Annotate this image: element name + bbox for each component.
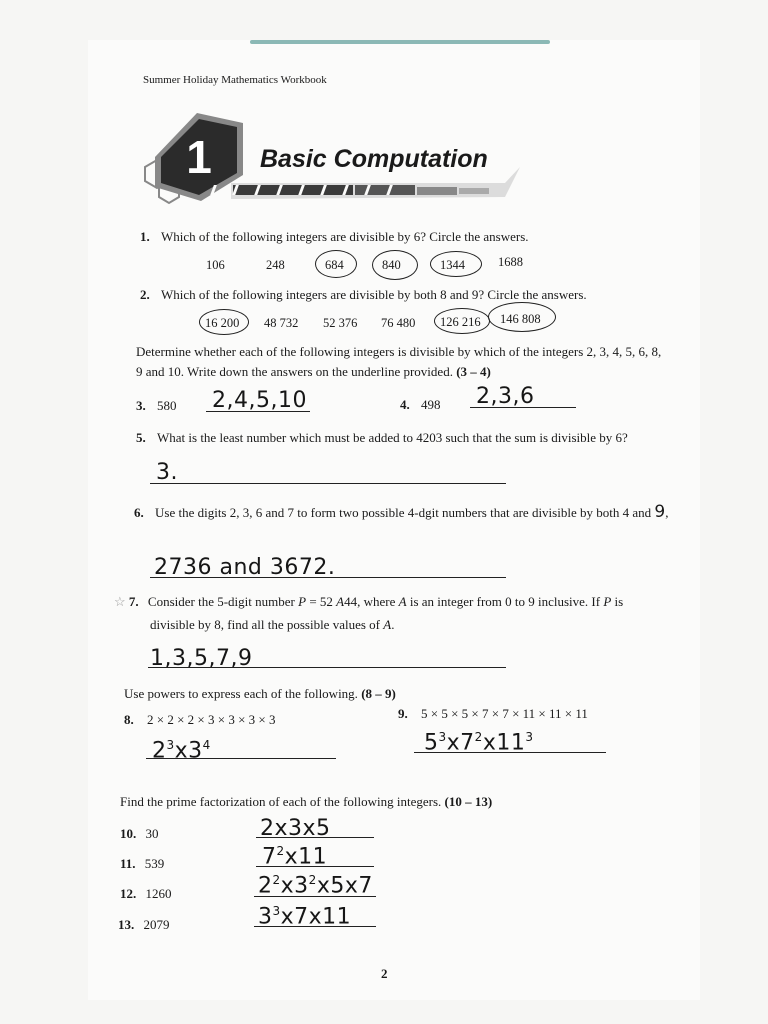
q2-option: 146 808 — [500, 312, 541, 326]
page-number: 2 — [381, 966, 388, 981]
q2-option: 16 200 — [205, 316, 240, 330]
question-3: 3. 580 — [136, 398, 177, 413]
q2-option: 76 480 — [381, 316, 416, 330]
answer-3: 2,4,5,10 — [212, 388, 307, 413]
q1-option: 684 — [325, 258, 344, 272]
q2-option: 52 376 — [323, 316, 358, 330]
instruction-8-9: Use powers to express each of the following. (8 – 9) — [124, 686, 396, 701]
answer-6: 2736 and 3672. — [154, 555, 336, 580]
answer-8: $2^3x3^4$ — [152, 738, 211, 764]
question-6: 6. Use the digits 2, 3, 6 and 7 to form two possible 4-dgit numbers that are divisible by both 4 and 9, — [134, 502, 669, 522]
question-7: ☆ 7. Consider the 5-digit number P = 52 A44, where A is an integer from 0 to 9 inclusive. If P is — [114, 594, 624, 609]
q1-option: 106 — [206, 258, 225, 272]
answer-line — [148, 667, 506, 668]
circle-mark — [315, 250, 357, 278]
question-8: 8. 2 × 2 × 2 × 3 × 3 × 3 × 3 — [124, 712, 276, 727]
answer-line — [254, 926, 376, 927]
q2-option: 48 732 — [264, 316, 299, 330]
answer-line — [254, 896, 376, 897]
answer-line — [414, 752, 606, 753]
circle-mark — [434, 308, 490, 334]
answer-line — [146, 758, 336, 759]
instruction-10-13: Find the prime factorization of each of the following integers. (10 – 13) — [120, 794, 493, 809]
answer-line — [470, 407, 576, 408]
top-accent-line — [250, 40, 550, 44]
answer-line — [256, 837, 374, 838]
answer-5: 3. — [156, 460, 178, 485]
answer-12: $2^2x3^2x5x7$ — [258, 873, 373, 899]
question-2: 2. Which of the following integers are divisible by both 8 and 9? Circle the answers. — [140, 287, 587, 302]
chapter-banner — [125, 105, 520, 205]
question-4: 4. 498 — [400, 397, 441, 412]
answer-4: 2,3,6 — [476, 384, 535, 409]
q1-option: 1688 — [498, 255, 523, 269]
question-12: 12. 1260 — [120, 886, 172, 901]
circle-mark — [199, 309, 249, 335]
chapter-title: Basic Computation — [260, 145, 488, 173]
circle-mark — [372, 250, 418, 280]
question-13: 13. 2079 — [118, 917, 170, 932]
circle-mark — [488, 302, 556, 332]
answer-11: $7^2x11$ — [262, 844, 328, 870]
star-icon: ☆ — [114, 594, 126, 609]
question-11: 11. 539 — [120, 856, 165, 871]
question-9: 9. 5 × 5 × 5 × 7 × 7 × 11 × 11 × 11 — [398, 706, 588, 721]
circle-mark — [430, 251, 482, 277]
answer-line — [150, 577, 506, 578]
answer-line — [150, 483, 506, 484]
answer-7: 1,3,5,7,9 — [150, 646, 253, 671]
answer-9: $5^3x7^2x11^3$ — [424, 730, 534, 756]
q1-option: 840 — [382, 258, 401, 272]
q2-option: 126 216 — [440, 315, 481, 329]
question-10: 10. 30 — [120, 826, 159, 841]
answer-line — [256, 866, 374, 867]
question-5: 5. What is the least number which must be added to 4203 such that the sum is divisible by 6? — [136, 430, 628, 445]
answer-10: 2x3x5 — [260, 816, 331, 841]
q1-option: 248 — [266, 258, 285, 272]
answer-line — [206, 411, 310, 412]
q1-option: 1344 — [440, 258, 465, 272]
instruction-3-4: Determine whether each of the following integers is divisible by which of the integers 2, 3, 4, 5, 6, 8, 9 and 10. Write down the answers on the underline provided. (3 – 4) — [136, 344, 662, 379]
question-1: 1. Which of the following integers are divisible by 6? Circle the answers. — [140, 229, 529, 244]
question-7-line2: divisible by 8, find all the possible values of A. — [150, 617, 395, 632]
chapter-number: 1 — [186, 131, 212, 183]
answer-13: $3^3x7x11$ — [258, 904, 352, 930]
workbook-title: Summer Holiday Mathematics Workbook — [143, 74, 327, 86]
